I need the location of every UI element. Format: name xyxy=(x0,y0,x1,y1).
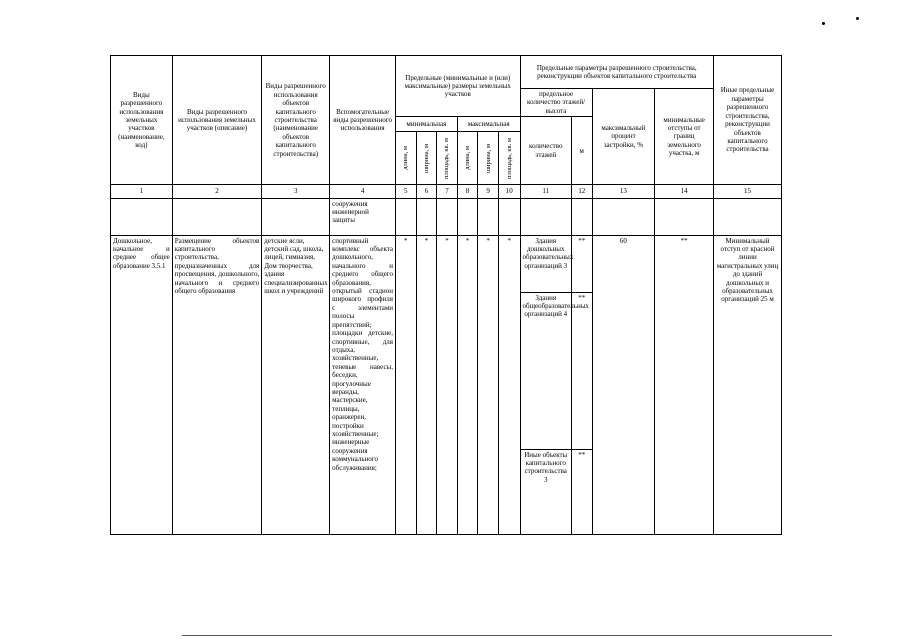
col-number: 13 xyxy=(592,185,655,198)
sub-school-label: Здания общеобразовательных организаций 4 xyxy=(520,292,571,449)
header-col-4: Вспомогательные виды разрешенного использования xyxy=(330,56,396,185)
col-number: 2 xyxy=(172,185,262,198)
land-use-description: Размещение объектов капитального строительства, предназначенных для просвещения, дошкольного, начального и среднего общего образования xyxy=(172,235,262,534)
header-coverage: максимальный процент застройки, % xyxy=(592,89,655,185)
header-setbacks: минимальные отступы от границ земельного участка, м xyxy=(655,89,714,185)
col-number: 5 xyxy=(396,185,417,198)
scan-edge-line xyxy=(182,635,832,636)
header-max: максимальная xyxy=(457,117,520,132)
header-meters: м xyxy=(571,117,592,185)
min-length-value: * xyxy=(396,235,417,534)
capital-objects: детские ясли, детский сад, школа, лицей, гимназия, Дом творчества, здания специализированных школ и учреждений xyxy=(262,235,330,534)
header-floors: предельное количество этажей/высота xyxy=(520,89,592,117)
header-row-1 xyxy=(111,56,782,89)
col-number: 10 xyxy=(498,185,520,198)
col-number: 9 xyxy=(478,185,499,198)
max-area-value: * xyxy=(498,235,520,534)
zoning-regulations-table xyxy=(110,55,782,535)
header-min-area: площадь, кв. м xyxy=(437,132,458,185)
scan-speck xyxy=(856,17,859,20)
header-min: минимальная xyxy=(396,117,458,132)
coverage-value: 60 xyxy=(592,235,655,534)
header-max-length: длина, м xyxy=(457,132,478,185)
sub-other-m: ** xyxy=(571,449,592,534)
header-max-area: площадь, кв. м xyxy=(498,132,520,185)
header-col-15: Иные предельные параметры разрешенного строительства, реконструкции объектов капитального строительства xyxy=(714,56,782,185)
header-min-length: длина, м xyxy=(396,132,417,185)
header-col-3: Виды разрешенного использования объектов капитального строительства (наименование объектов капитального строительства) xyxy=(262,56,330,185)
col-number: 14 xyxy=(655,185,714,198)
min-width-value: * xyxy=(416,235,437,534)
sub-school-m: ** xyxy=(571,292,592,449)
setback-value: ** xyxy=(655,235,714,534)
land-use-name: Дошкольное, начальное и среднее общее образование 3.5.1 xyxy=(111,235,173,534)
column-numbers-row xyxy=(111,185,782,198)
col-number: 7 xyxy=(437,185,458,198)
scan-speck xyxy=(822,22,825,25)
col-number: 6 xyxy=(416,185,437,198)
col-number: 12 xyxy=(571,185,592,198)
sub-preschool-m: ** xyxy=(571,235,592,292)
col-number: 15 xyxy=(714,185,782,198)
sub-other-label: Иные объекты капитального строительства 3 xyxy=(520,449,571,534)
col-number: 8 xyxy=(457,185,478,198)
header-build-params: Предельные параметры разрешенного строительства, реконструкции объектов капитального строительства xyxy=(520,56,714,89)
table-row xyxy=(111,235,782,292)
header-col-1: Виды разрешенного использования земельных участков (наименование, код) xyxy=(111,56,173,185)
auxiliary-uses: спортивный комплекс объекта дошкольного, начального и среднего общего образования, открытый стадион широкого профиля с элементами полосы препятствий; площадки детские, спортивные, для отдыха, хозяйственные, теневые навесы, беседки, прогулочные веранды, мастерские, теплицы, оранжереи, постройки хозяйственные; инженерные сооружения коммунального обслуживания; xyxy=(330,235,396,534)
continuation-row xyxy=(111,198,782,235)
max-length-value: * xyxy=(457,235,478,534)
header-max-width: ширина, м xyxy=(478,132,499,185)
header-floors-count: количество этажей xyxy=(520,117,571,185)
max-width-value: * xyxy=(478,235,499,534)
col-number: 11 xyxy=(520,185,571,198)
continuation-text: сооружения инженерной защиты xyxy=(330,198,396,235)
header-land-sizes: Предельные (минимальные и (или) максимальные) размеры земельных участков xyxy=(396,56,521,117)
other-params: Минимальный отступ от красной линии магистральных улиц до зданий дошкольных и образовательных организаций 25 м xyxy=(714,235,782,534)
col-number: 4 xyxy=(330,185,396,198)
col-number: 3 xyxy=(262,185,330,198)
sub-preschool-label: Здания дошкольных образовательных организаций 3 xyxy=(520,235,571,292)
header-col-2: Виды разрешенного использования земельных участков (описание) xyxy=(172,56,262,185)
col-number: 1 xyxy=(111,185,173,198)
min-area-value: * xyxy=(437,235,458,534)
header-min-width: ширина, м xyxy=(416,132,437,185)
